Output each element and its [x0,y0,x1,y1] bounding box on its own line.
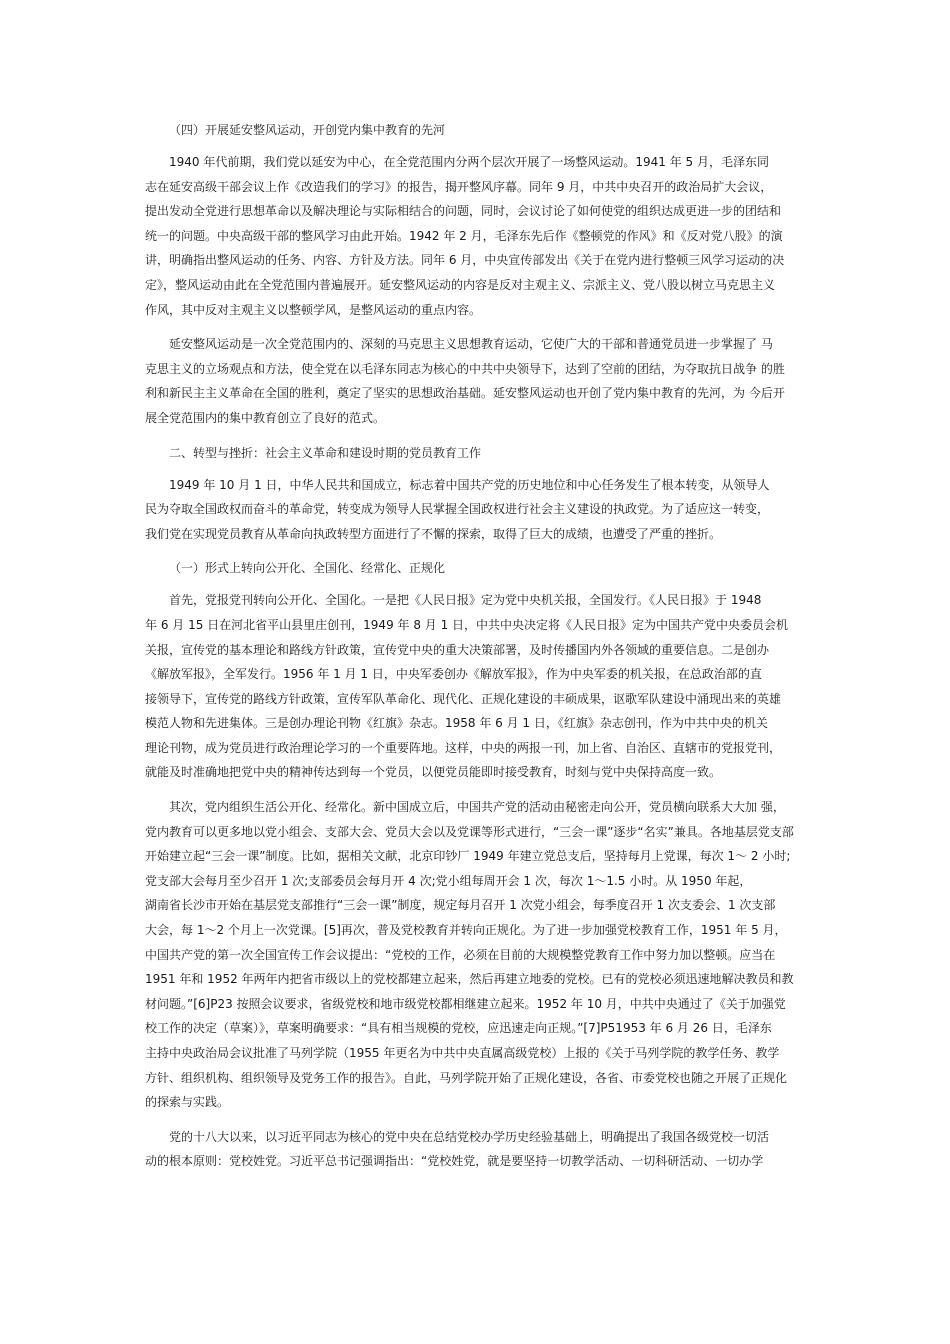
paragraph-line: 年 6 月 15 日在河北省平山县里庄创刊，1949 年 8 月 1 日，中共中央决定将《人民日报》定为中国共产党中央委员会机 [145,617,789,632]
paragraph-line: 其次，党内组织生活公开化、经常化。新中国成立后，中国共产党的活动由秘密走向公开，党员横向联系大大加 强， [169,800,785,815]
paragraph-line: 湖南省长沙市开始在基层党支部推行“三会一课”制度，规定每月召开 1 次党小组会，每季度召开 1 次支委会、1 次支部 [145,898,776,913]
section-heading-yanan-rectification [145,118,805,142]
paragraph-line: 大会，每 1～2 个月上一次党课。[5]再次，普及党校教育并转向正规化。为了进一步加强党校教育工作，1951 年 5 月， [145,923,787,938]
paragraph-line: 党的十八大以来，以习近平同志为核心的党中央在总结党校办学历史经验基础上，明确提出了我国各级党校一切活 [169,1129,770,1144]
heading-text: （四）开展延安整风运动，开创党内集中教育的先河 [169,123,446,137]
paragraph-line: 的探索与实践。 [145,1095,230,1110]
paragraph-line: 模范人物和先进集体。三是创办理论刊物《红旗》杂志。1958 年 6 月 1 日，《红旗》杂志创刊，作为中共中央的机关 [145,716,768,731]
paragraph-line: 理论刊物，成为党员进行政治理论学习的一个重要阵地。这样，中央的两报一刊，加上省、自治区、直辖市的党报党刊， [145,740,782,755]
paragraph-line: 1949 年 10 月 1 日，中华人民共和国成立，标志着中国共产党的历史地位和中心任务发生了根本转变，从领导人 [169,477,770,492]
paragraph-line: 材问题。”[6]P23 按照会议要求，省级党校和地市级党校都相继建立起来。1952 年 10 月，中共中央通过了《关于加强党 [145,996,786,1011]
paragraph-eighteenth-congress [145,1125,805,1174]
paragraph-yanan-1940s [145,150,805,322]
paragraph-line: 党内教育可以更多地以党小组会、支部大会、党员大会以及党课等形式进行，“三会一课”逐步“名实”兼具。各地基层党支部 [145,824,794,839]
paragraph-line: 讲，明确指出整风运动的任务、内容、方针及方法。同年 6 月，中央宣传部发出《关于在党内进行整顿三风学习运动的决 [145,253,785,268]
paragraph-prc-founding [145,473,805,547]
paragraph-line: 定》，整风运动由此在全党范围内普遍展开。延安整风运动的内容是反对主观主义、宗派主义、党八股以树立马克思主义 [145,277,776,292]
paragraph-line: 首先，党报党刊转向公开化、全国化。一是把《人民日报》定为党中央机关报，全国发行。《人民日报》于 1948 [169,593,762,608]
paragraph-line: 展全党范围内的集中教育创立了良好的范式。 [145,410,386,425]
paragraph-line: 克思主义的立场观点和方法，使全党在以毛泽东同志为核心的中共中央领导下，达到了空前的团结，为夺取抗日战争 的胜 [145,361,785,376]
paragraph-line: 关报，宣传党的基本理论和路线方针政策，宣传党中央的重大决策部署，及时传播国内外各领域的重要信息。二是创办 [145,642,770,657]
paragraph-line: 中国共产党的第一次全国宣传工作会议提出：“党校的工作，必须在目前的大规模整党教育工作中努力加以整顿。应当在 [145,947,776,962]
paragraph-line: 作风，其中反对主观主义以整顿学风，是整风运动的重点内容。 [145,302,482,317]
heading-text: 二、转型与挫折：社会主义革命和建设时期的党员教育工作 [169,445,482,460]
paragraph-line: 志在延安高级干部会议上作《改造我们的学习》的报告，揭开整风序幕。同年 9 月，中共中央召开的政治局扩大会议， [145,179,773,194]
paragraph-party-life [145,795,805,1115]
paragraph-newspapers [145,588,805,785]
paragraph-line: 延安整风运动是一次全党范围内的、深刻的马克思主义思想教育运动，它使广大的干部和普通党员进一步掌握了 马 [169,337,773,352]
paragraph-line: 1940 年代前期，我们党以延安为中心，在全党范围内分两个层次开展了一场整风运动。1941 年 5 月，毛泽东同 [169,155,769,169]
paragraph-line: 动的根本原则：党校姓党。习近平总书记强调指出：“党校姓党，就是要坚持一切教学活动、一切科研活动、一切办学 [145,1154,764,1169]
paragraph-yanan-significance [145,332,805,430]
section-heading-formalization [145,556,805,580]
paragraph-line: 民为夺取全国政权而奋斗的革命党，转变成为领导人民掌握全国政权进行社会主义建设的执政党。为了适应这一转变， [145,502,770,517]
section-heading-transformation [145,441,805,465]
paragraph-line: 就能及时准确地把党中央的精神传达到每一个党员，以便党员能即时接受教育，时刻与党中央保持高度一致。 [145,765,722,780]
paragraph-line: 主持中央政治局会议批准了马列学院（1955 年更名为中共中央直属高级党校）上报的《关于马列学院的教学任务、教学 [145,1046,780,1060]
paragraph-line: 校工作的决定（草案）》，草案明确要求：“具有相当规模的党校，应迅速走向正规。”[7]P51953 年 6 月 26 日，毛泽东 [145,1021,772,1036]
paragraph-line: 《解放军报》，全军发行。1956 年 1 月 1 日，中央军委创办《解放军报》，作为中央军委的机关报，在总政治部的直 [145,667,762,682]
paragraph-line: 接领导下，宣传党的路线方针政策，宣传军队革命化、现代化、正规化建设的丰硕成果，讴歌军队建设中涌现出来的英雄 [145,691,782,706]
heading-text: （一）形式上转向公开化、全国化、经常化、正规化 [169,561,446,576]
paragraph-line: 利和新民主主义革命在全国的胜利，奠定了坚实的思想政治基础。延安整风运动也开创了党内集中教育的先河，为 今后开 [145,386,785,401]
paragraph-line: 开始建立起“三会一课”制度。比如，据相关文献，北京印钞厂 1949 年建立党总支后，坚持每月上党课，每次 1～ 2 小时; [145,849,791,864]
paragraph-line: 提出发动全党进行思想革命以及解决理论与实际相结合的问题，同时，会议讨论了如何使党的组织达成更进一步的团结和 [145,204,782,219]
paragraph-line: 党支部大会每月至少召开 1 次;支部委员会每月开 4 次;党小组每周开会 1 次，每次 1～1.5 小时。从 1950 年起， [145,873,752,888]
paragraph-line: 1951 年和 1952 年两年内把省市级以上的党校都建立起来，然后再建立地委的党校。已有的党校必须迅速地解决教员和教 [145,972,794,987]
paragraph-line: 方针、组织机构、组织领导及党务工作的报告》。自此，马列学院开始了正规化建设，各省、市委党校也随之开展了正规化 [145,1070,788,1085]
paragraph-line: 统一的问题。中央高级干部的整风学习由此开始。1942 年 2 月，毛泽东先后作《整顿党的作风》和《反对党八股》的演 [145,228,783,243]
paragraph-line: 我们党在实现党员教育从革命向执政转型方面进行了不懈的探索，取得了巨大的成绩，也遭受了严重的挫折。 [145,526,722,541]
document-page [145,118,805,1184]
